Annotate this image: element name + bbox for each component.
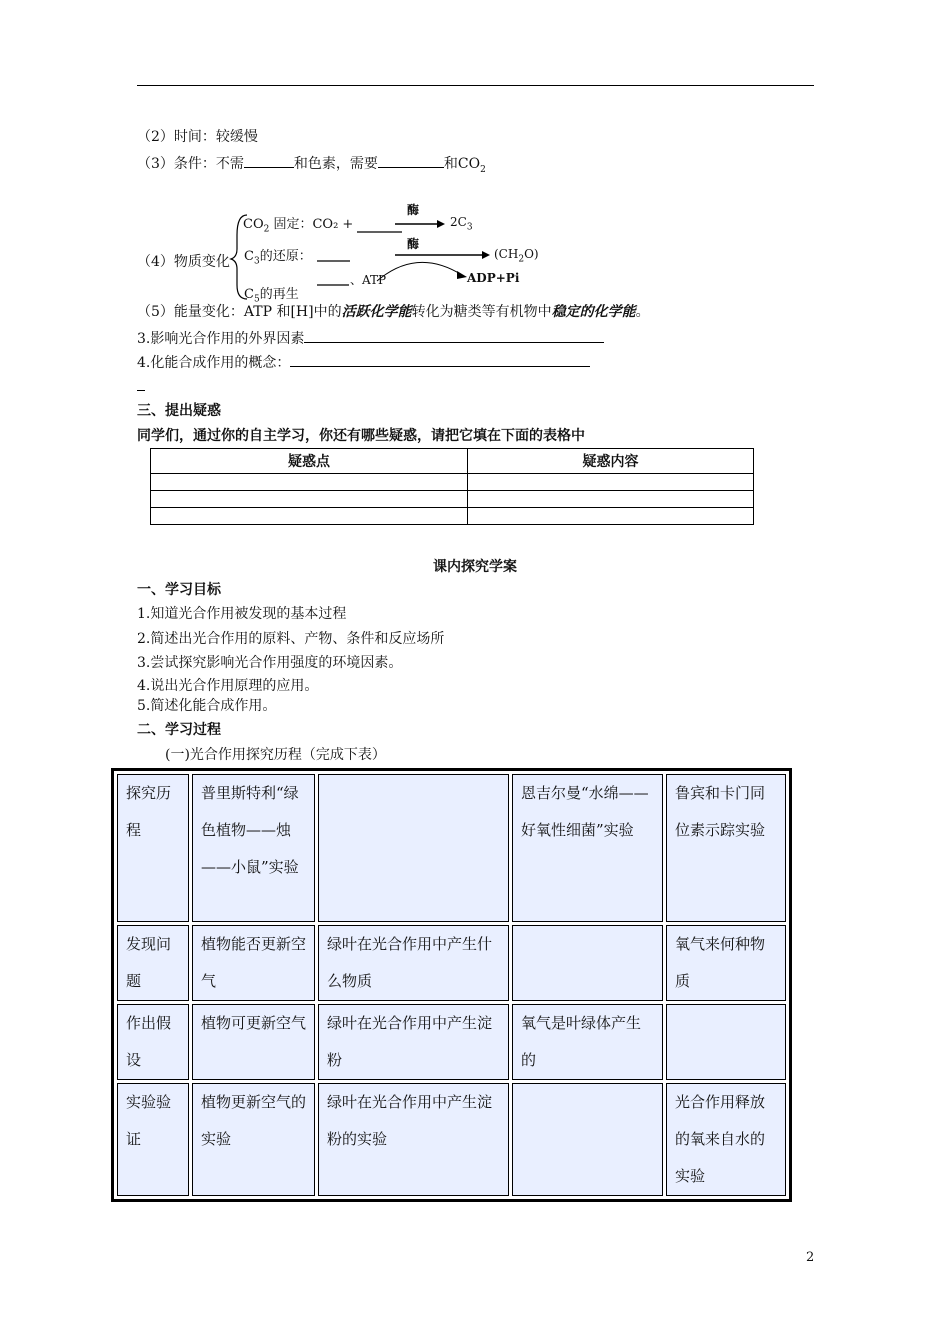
table-row — [151, 491, 754, 508]
blank-1[interactable] — [244, 153, 294, 168]
energy-line — [137, 303, 650, 321]
energy-active: 活跃化学能 — [341, 304, 412, 320]
atp-text: 、ATP — [350, 273, 387, 287]
table-cell: 绿叶在光合作用中产生什么物质 — [318, 925, 509, 1001]
table-cell: 作出假设 — [117, 1004, 189, 1080]
energy-text-a: （5）能量变化：ATP 和[H]中的 — [137, 304, 342, 320]
doubt-col-content: 疑惑内容 — [468, 449, 754, 474]
goal-item: 2.简述出光合作用的原料、产物、条件和反应场所 — [137, 631, 445, 647]
blank-factors[interactable] — [304, 328, 604, 343]
condition-line — [137, 153, 486, 179]
doubt-cell[interactable] — [151, 474, 468, 491]
time-line: （2）时间：较缓慢 — [137, 129, 258, 145]
goal-item: 5.简述化能合成作用。 — [137, 698, 277, 714]
enzyme-label-1: 酶 — [407, 203, 420, 217]
table-cell: 氧气来何种物质 — [666, 925, 786, 1001]
process-heading: 二、学习过程 — [137, 722, 221, 738]
table-row — [117, 774, 786, 922]
product-text: $(CH_2O)$ — [494, 247, 539, 265]
adp-text: ADP+Pi — [467, 271, 520, 285]
condition-part-b: 和色素，需要 — [293, 156, 378, 172]
c3-reduce-text: $C_3$的还原： — [244, 249, 312, 267]
table-cell[interactable] — [512, 925, 663, 1001]
doubt-col-point: 疑惑点 — [151, 449, 468, 474]
energy-text-b: 转化为糖类等有机物中 — [411, 304, 552, 320]
c3-text: $2C_3$ — [450, 215, 473, 233]
table-row — [117, 1083, 786, 1196]
table-cell: 恩吉尔曼“水绵——好氧性细菌”实验 — [512, 774, 663, 922]
curve-atp-head — [457, 271, 467, 279]
table-cell: 植物可更新空气 — [192, 1004, 315, 1080]
header-rule — [137, 85, 814, 86]
section3-desc: 同学们，通过你的自主学习，你还有哪些疑惑，请把它填在下面的表格中 — [137, 428, 585, 444]
diagram-label: （4）物质变化 — [137, 254, 230, 270]
doubt-cell[interactable] — [468, 491, 754, 508]
small-dash — [137, 390, 145, 391]
condition-part-a: （3）条件：不需 — [137, 156, 244, 172]
goal-item: 1.知道光合作用被发现的基本过程 — [137, 606, 347, 622]
goal-item: 4.说出光合作用原理的应用。 — [137, 678, 319, 694]
chemo-line — [137, 352, 590, 372]
arrow-reduce-head — [482, 251, 490, 259]
condition-part-c: 和CO — [443, 156, 481, 172]
section3-heading: 三、提出疑惑 — [137, 403, 221, 419]
condition-sub: 2 — [480, 164, 486, 175]
energy-stable: 稳定的化学能 — [551, 304, 636, 320]
table-cell: 植物更新空气的实验 — [192, 1083, 315, 1196]
blank-2[interactable] — [378, 153, 444, 168]
table-row — [117, 925, 786, 1001]
table-row — [117, 1004, 786, 1080]
doubt-cell[interactable] — [151, 491, 468, 508]
doubt-cell[interactable] — [468, 474, 754, 491]
explore-title: 课内探究学案 — [433, 559, 517, 575]
co2-fix-text: $CO_2$ 固定：CO₂ + — [243, 217, 354, 235]
table-cell: 植物能否更新空气 — [192, 925, 315, 1001]
table-cell: 普里斯特利“绿色植物——烛——小鼠”实验 — [192, 774, 315, 922]
page-number: 2 — [806, 1250, 815, 1265]
table-cell: 绿叶在光合作用中产生淀粉的实验 — [318, 1083, 509, 1196]
table-row — [151, 508, 754, 525]
table-cell: 发现问题 — [117, 925, 189, 1001]
table-cell: 氧气是叶绿体产生的 — [512, 1004, 663, 1080]
process-subheading: (一)光合作用探究历程（完成下表） — [165, 747, 386, 763]
table-cell: 绿叶在光合作用中产生淀粉 — [318, 1004, 509, 1080]
goals-heading: 一、学习目标 — [137, 582, 221, 598]
table-row — [151, 474, 754, 491]
enzyme-label-2: 酶 — [407, 237, 420, 251]
factors-line — [137, 328, 604, 348]
material-change-diagram — [137, 195, 557, 303]
factors-text: 3.影响光合作用的外界因素 — [137, 331, 305, 347]
arrow-fix-head — [437, 220, 445, 228]
table-cell[interactable] — [512, 1083, 663, 1196]
table-cell[interactable] — [318, 774, 509, 922]
goal-item: 3.尝试探究影响光合作用强度的环境因素。 — [137, 655, 403, 671]
table-cell: 实验验证 — [117, 1083, 189, 1196]
doubt-cell[interactable] — [468, 508, 754, 525]
table-cell[interactable] — [666, 1004, 786, 1080]
explore-table — [111, 768, 792, 1202]
blank-chemo[interactable] — [290, 352, 590, 367]
doubt-table — [150, 448, 754, 525]
c5-regen-text: $C_5$的再生 — [244, 287, 299, 305]
chemo-text: 4.化能合成作用的概念： — [137, 355, 291, 371]
table-cell: 探究历程 — [117, 774, 189, 922]
curve-atp — [377, 262, 462, 281]
table-cell: 鲁宾和卡门同位素示踪实验 — [666, 774, 786, 922]
doubt-cell[interactable] — [151, 508, 468, 525]
energy-text-c: 。 — [635, 304, 650, 320]
table-cell: 光合作用释放的氧来自水的实验 — [666, 1083, 786, 1196]
